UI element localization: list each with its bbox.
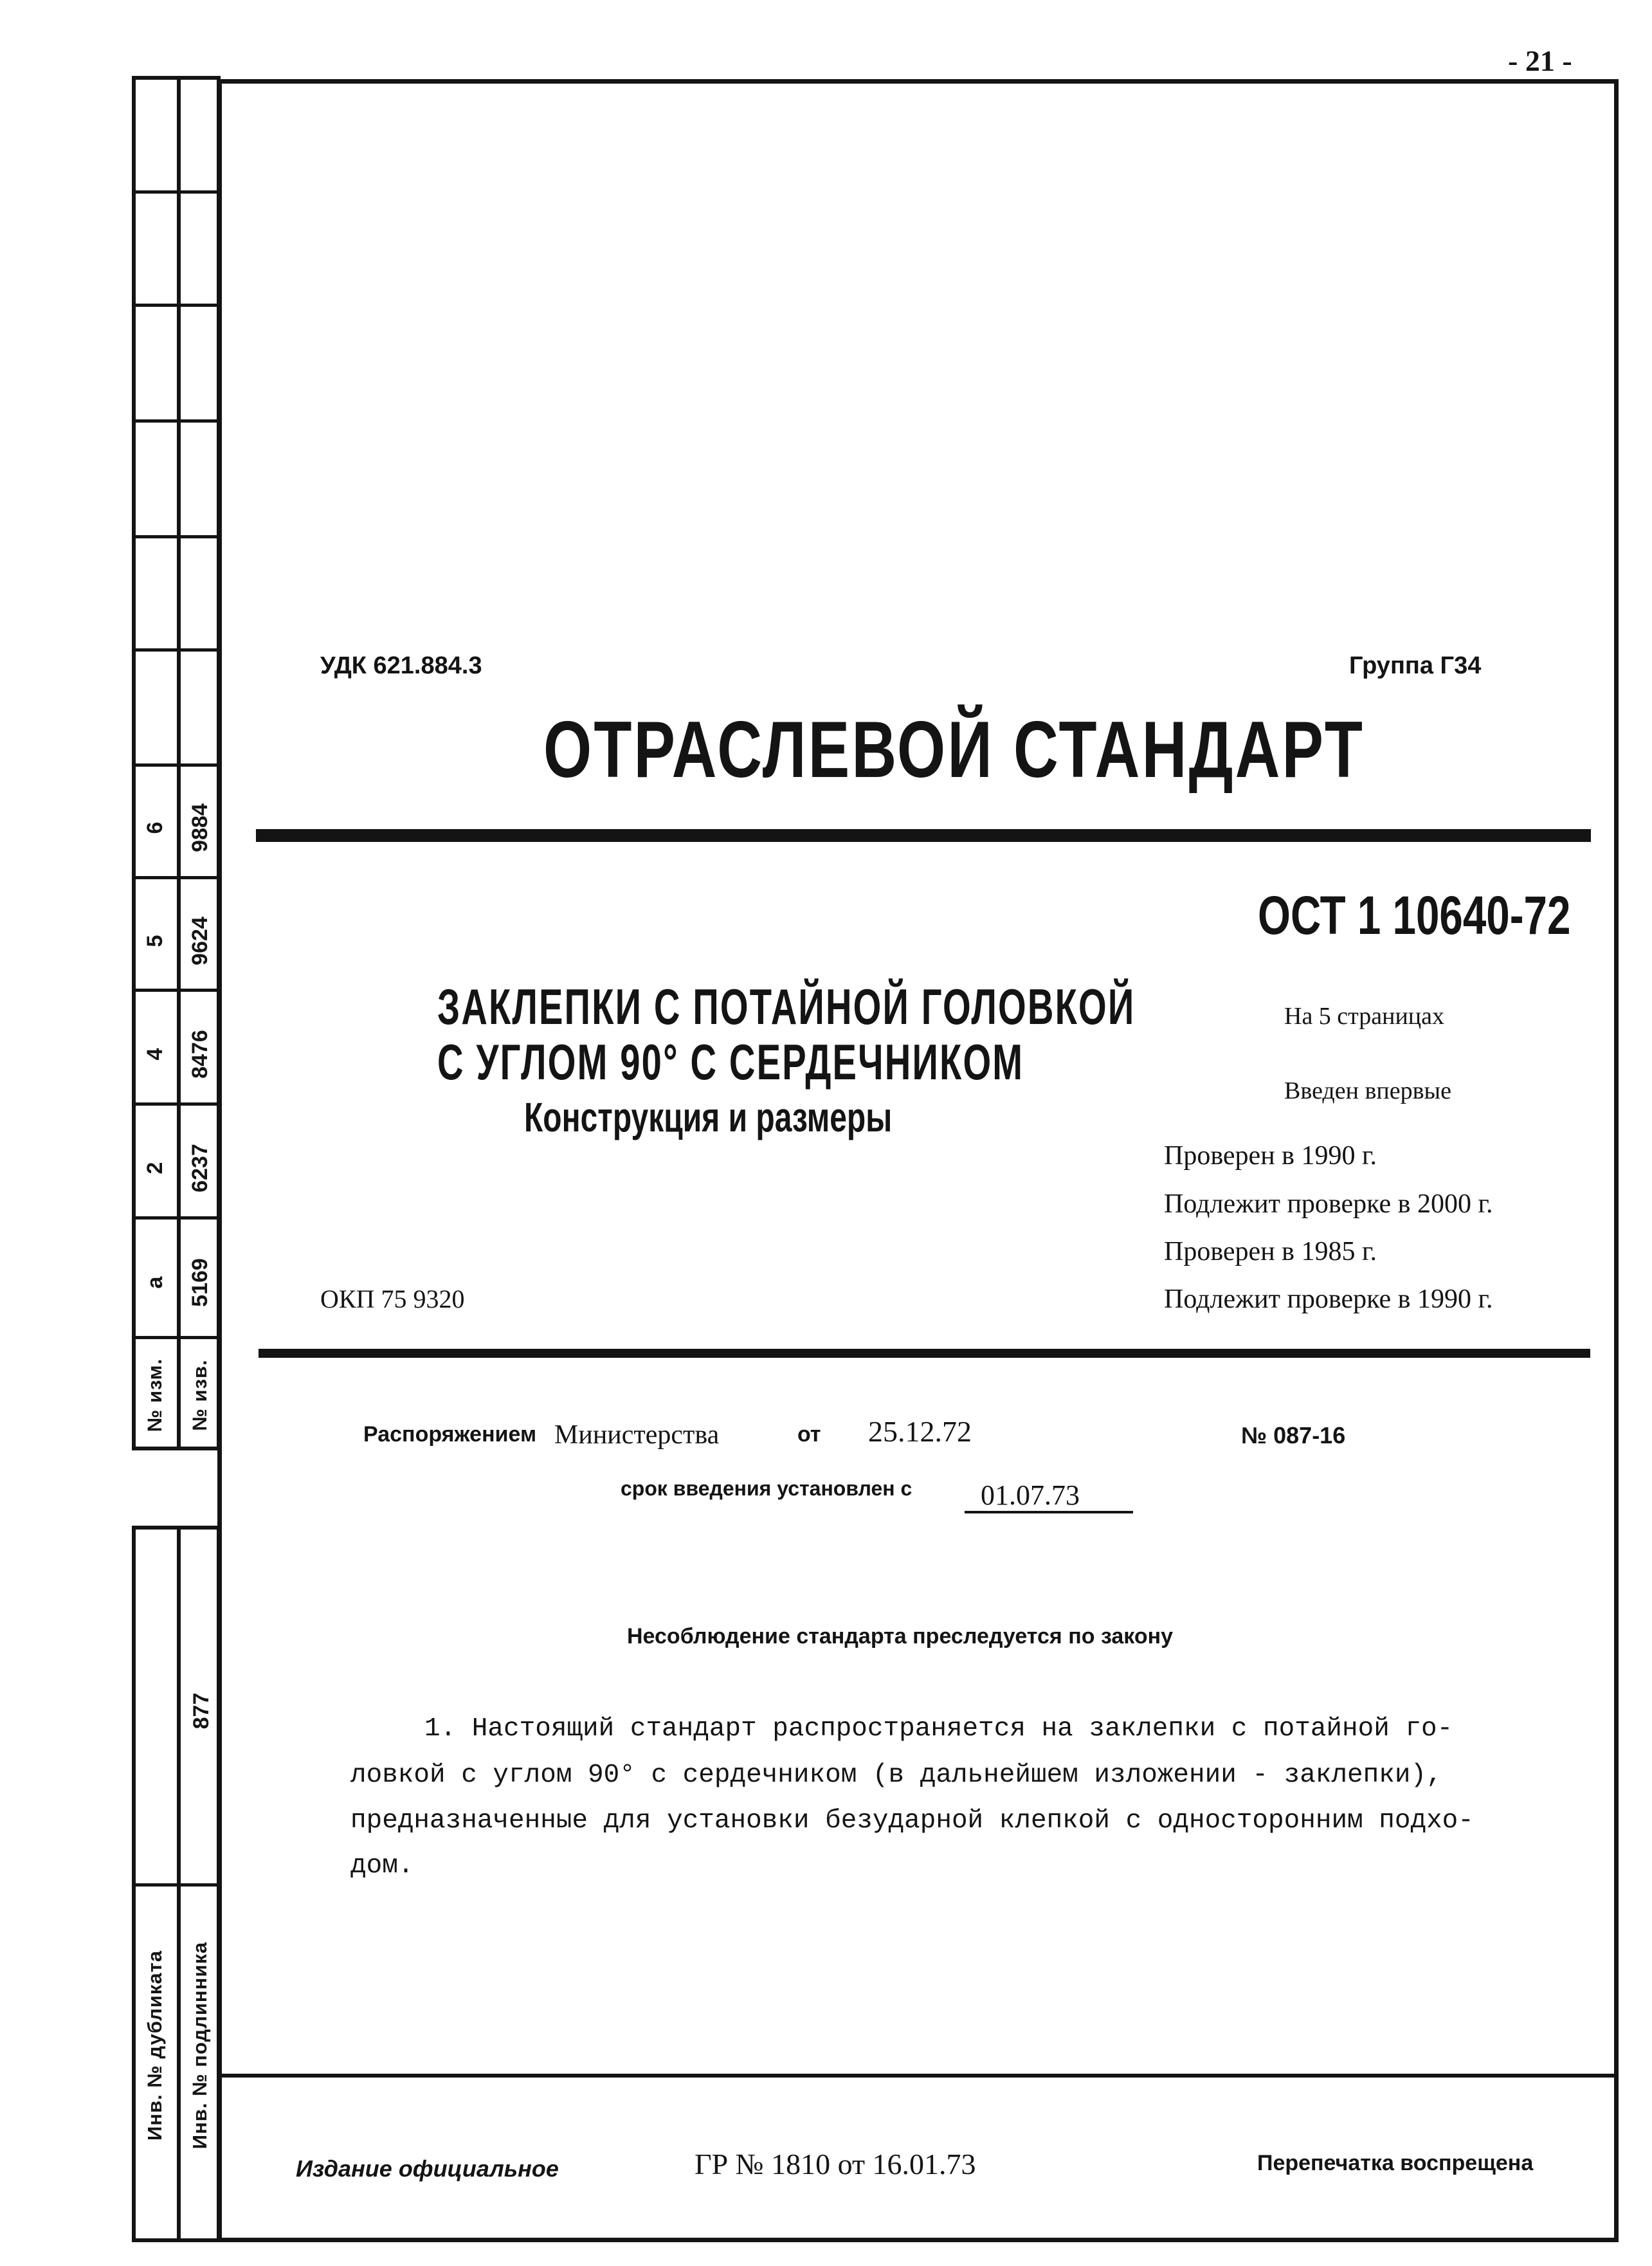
subject-line-2: С УГЛОМ 90° С СЕРДЕЧНИКОМ bbox=[437, 1034, 1024, 1090]
document-frame bbox=[217, 79, 1619, 2242]
paragraph-line: дом. bbox=[350, 1851, 414, 1881]
legal-warning: Несоблюдение стандарта преследуется по закону bbox=[627, 1624, 1174, 1649]
subject-line-1: ЗАКЛЕПКИ С ПОТАЙНОЙ ГОЛОВКОЙ bbox=[437, 978, 1136, 1035]
due-check-1990: Подлежит проверке в 1990 г. bbox=[1164, 1284, 1493, 1314]
change-register-strip bbox=[132, 76, 221, 1450]
paragraph-line: предназначенные для установки безударной клепкой с односторонним подхо- bbox=[350, 1806, 1474, 1836]
change-number: а bbox=[142, 1276, 167, 1289]
original-inventory-number: 877 bbox=[188, 1692, 213, 1730]
duplicate-inventory-label: Инв. № дубликата bbox=[143, 1950, 166, 2141]
order-label: Распоряжением bbox=[363, 1422, 537, 1447]
change-number: 5 bbox=[142, 935, 167, 947]
change-number: 4 bbox=[142, 1048, 167, 1061]
change-notice-number: 6237 bbox=[187, 1144, 212, 1192]
due-check-2000: Подлежит проверке в 2000 г. bbox=[1164, 1189, 1493, 1219]
order-from-label: от bbox=[797, 1422, 821, 1447]
effective-date-label: срок введения установлен с bbox=[621, 1477, 912, 1500]
header-bottom-rule bbox=[259, 1349, 1590, 1358]
order-date: 25.12.72 bbox=[868, 1415, 972, 1448]
original-inventory-label: Инв. № подлинника bbox=[188, 1941, 211, 2150]
udk-code: УДК 621.884.3 bbox=[320, 652, 482, 679]
paragraph-line: 1. Настоящий стандарт распространяется на заклепки с потайной го- bbox=[424, 1714, 1453, 1744]
change-row-header: № изм. bbox=[143, 1358, 166, 1432]
effective-date-underline bbox=[965, 1511, 1133, 1513]
change-number: 6 bbox=[142, 821, 167, 834]
standard-designation: ОСТ 1 10640-72 bbox=[1258, 885, 1571, 946]
order-number: № 087-16 bbox=[1241, 1422, 1346, 1448]
change-notice-number: 8476 bbox=[187, 1030, 212, 1079]
introduced-note: Введен впервые bbox=[1284, 1077, 1451, 1104]
checked-1985: Проверен в 1985 г. bbox=[1164, 1237, 1377, 1266]
ministry-label: Министерства bbox=[554, 1420, 720, 1450]
page-count: На 5 страницах bbox=[1284, 1003, 1444, 1030]
change-notice-number: 9884 bbox=[187, 803, 212, 852]
change-notice-number: 9624 bbox=[187, 917, 212, 965]
notice-row-header: № изв. bbox=[188, 1359, 211, 1431]
group-code: Группа Г34 bbox=[1349, 652, 1482, 679]
reprint-prohibited-label: Перепечатка воспрещена bbox=[1257, 2151, 1534, 2175]
document-type-title: ОТРАСЛЕВОЙ СТАНДАРТ bbox=[543, 706, 1365, 794]
official-edition-label: Издание официальное bbox=[296, 2155, 559, 2182]
subject-subtitle: Конструкция и размеры bbox=[524, 1094, 893, 1140]
paragraph-line: ловкой с углом 90° с сердечником (в дальнейшем изложении - заклепки), bbox=[350, 1760, 1442, 1790]
footer-rule bbox=[222, 2074, 1615, 2078]
inventory-strip bbox=[132, 1526, 221, 2242]
change-notice-number: 5169 bbox=[187, 1258, 212, 1307]
change-number: 2 bbox=[142, 1162, 167, 1174]
effective-date: 01.07.73 bbox=[981, 1479, 1080, 1511]
checked-1990: Проверен в 1990 г. bbox=[1164, 1141, 1377, 1171]
page-number: - 21 - bbox=[1508, 44, 1572, 77]
header-thick-rule bbox=[256, 829, 1591, 842]
okp-code: ОКП 75 9320 bbox=[320, 1284, 465, 1313]
registration-number: ГР № 1810 от 16.01.73 bbox=[694, 2148, 976, 2180]
